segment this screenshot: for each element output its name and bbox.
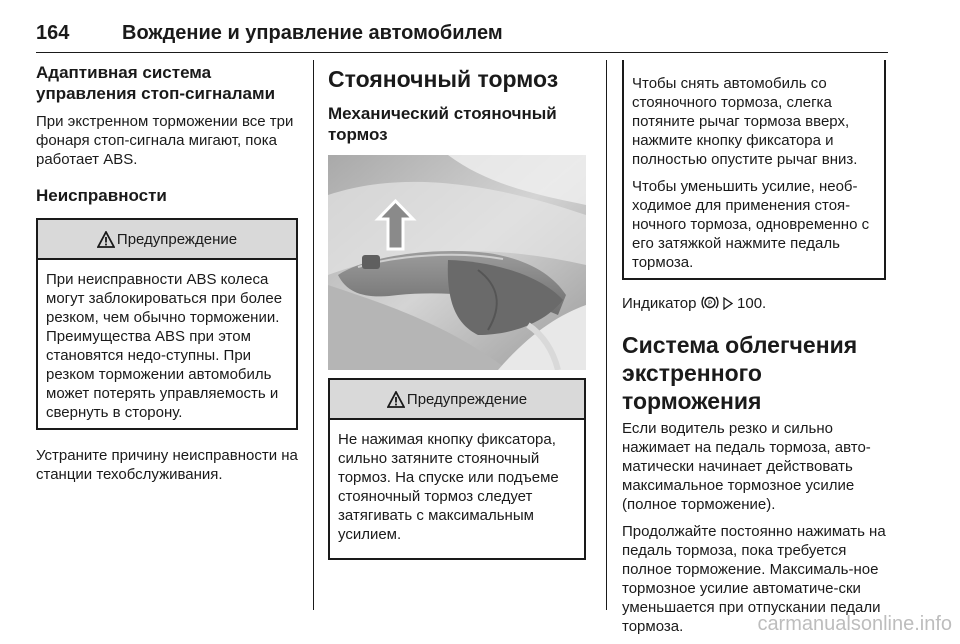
column-divider-1 [313, 60, 314, 610]
release-paragraph: Чтобы снять автомобиль со стояночного тормоза, слегка потяните рычаг тормоза вверх, нажмите кнопку фиксатора и полностью опустите рычаг вниз. [632, 75, 858, 168]
reduce-effort-paragraph: Чтобы уменьшить усилие, необ-ходимое для применения стоя-ночного тормоза, одновременно с его затяжкой нажмите педаль тормоза. [632, 178, 870, 271]
warning-header [38, 220, 296, 260]
warning-triangle-icon [97, 231, 115, 248]
warning-header [330, 380, 584, 420]
warning-text: Не нажимая кнопку фиксатора, сильно затяните стояночный тормоз. На спуске или подъеме стояночный тормоз следует затягивать с максимальным усилием. [338, 431, 559, 543]
indicator-reference [622, 294, 886, 313]
column-1 [36, 60, 298, 492]
intro-paragraph: При экстренном торможении все три фонаря стоп-сигнала мигают, пока работает ABS. [36, 113, 294, 168]
column-3 [622, 60, 886, 644]
page-title: Вождение и управление автомобилем [122, 22, 503, 44]
warning-text: При неисправности ABS колеса могут заблокироваться при более резком, чем обычно торможении. Преимущества ABS при этом становятся недо-ступны. При резком торможении автомобиль может потерять управляемость и свернуть в сторону. [46, 271, 283, 421]
page-header [36, 18, 888, 53]
parking-brake-indicator-icon [701, 295, 719, 310]
column-2 [328, 60, 586, 560]
release-instructions-box [622, 60, 886, 280]
section-heading-abs-lights: Адаптивная система управления стоп-сигналами [36, 63, 276, 103]
parking-brake-illustration [328, 155, 586, 370]
page-number: 164 [36, 22, 70, 44]
faults-heading: Неисправности [36, 186, 167, 205]
warning-title: Предупреждение [116, 230, 238, 248]
warning-box-abs [36, 218, 298, 430]
indicator-label: Индикатор [622, 295, 697, 312]
warning-title: Предупреждение [406, 390, 528, 408]
page-reference-arrow-icon [723, 297, 733, 310]
warning-triangle-icon [387, 391, 405, 408]
column-divider-2 [606, 60, 607, 610]
mechanical-brake-heading: Механический стояночный тормоз [328, 104, 557, 144]
svg-text:P: P [707, 299, 712, 308]
warning-box-parking [328, 378, 586, 560]
watermark: carmanualsonline.info [757, 613, 952, 635]
parking-brake-photo [328, 155, 586, 370]
emergency-brake-assist-heading: Система облегчения экстренного торможения [622, 332, 858, 414]
outro-paragraph: Устраните причину неисправности на станции техобслуживания. [36, 447, 298, 483]
brake-assist-paragraph-2: Продолжайте постоянно нажимать на педаль тормоза, пока требуется полное торможение. Максималь-ное тормозное усилие автоматиче-ски уменьшается при отпускании педали тормоза. [622, 523, 886, 635]
indicator-page-ref: 100. [737, 295, 767, 312]
brake-assist-paragraph-1: Если водитель резко и сильно нажимает на педаль тормоза, авто-матически начинает действовать максимальное тормозное усилие (полное торможение). [622, 420, 871, 513]
parking-brake-heading: Стояночный тормоз [328, 66, 559, 92]
